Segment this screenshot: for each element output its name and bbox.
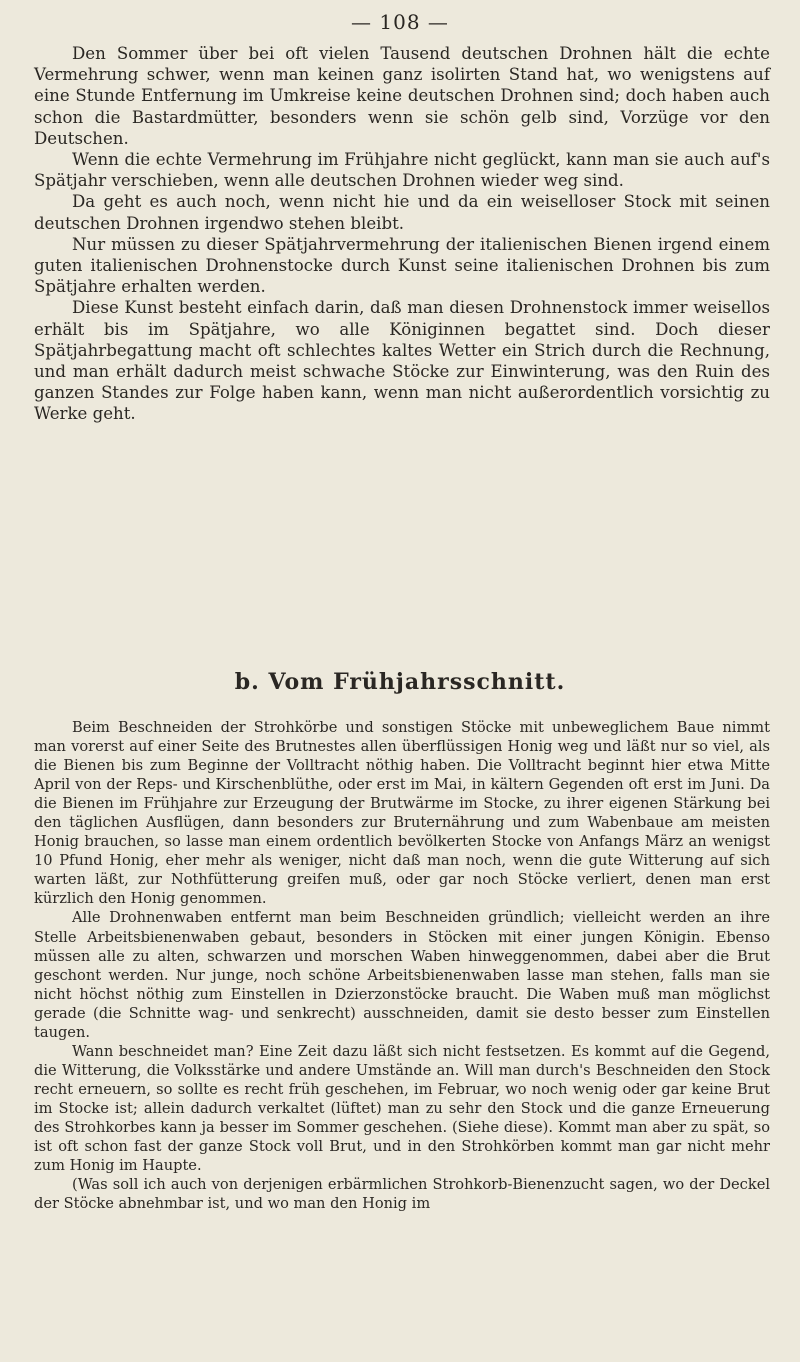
paragraph: Wenn die echte Vermehrung im Frühjahre nicht geglückt, kann man sie auch auf's Spätjahr verschieben, wenn alle deutschen Drohnen wieder weg sind.: [34, 150, 770, 191]
paragraph: Wann beschneidet man? Eine Zeit dazu läßt sich nicht festsetzen. Es kommt auf die Gegend, die Witterung, die Volksstärke und andere Umstände an. Will man durch's Beschneiden den Stock recht erneuern, so sollte es recht früh geschehen, im Februar, wo noch wenig oder gar keine Brut im Stocke ist; allein dadurch verkaltet (lüftet) man zu sehr den Stock und die ganze Erneuerung des Strohkorbes kann ja besser im Sommer geschehen. (Siehe diese). Kommt man aber zu spät, so ist oft schon fast der ganze Stock voll Brut, und in den Strohkörben kommt man gar nicht mehr zum Honig im Haupte.: [34, 1042, 770, 1175]
section-heading: b. Vom Frühjahrsschnitt.: [234, 669, 566, 695]
paragraph: (Was soll ich auch von derjenigen erbärmlichen Strohkorb-Bienenzucht sagen, wo der Deckel der Stöcke abnehmbar ist, und wo man den Honig im: [34, 1176, 770, 1213]
paragraph: Beim Beschneiden der Strohkörbe und sonstigen Stöcke mit unbeweglichem Baue nimmt man vorerst auf einer Seite des Brutnestes allen überflüssigen Honig weg und läßt nur so viel, als die Bienen bis zum Beginne der Volltracht nöthig haben. Die Volltracht beginnt hier etwa Mitte April von der Reps- und Kirschenblüthe, oder erst im Mai, in kältern Gegenden oft erst im Juni. Da die Bienen im Frühjahre zur Erzeugung der Brutwärme im Stocke, zu ihrer eigenen Stärkung bei den täglichen Ausflügen, dann besonders zur Bruternährung und zum Wabenbaue am meisten Honig brauchen, so lasse man einem ordentlich bevölkerten Stocke von Anfangs März an wenigst 10 Pfund Honig, eher mehr als weniger, nicht daß man noch, wenn die gute Witterung auf sich warten läßt, zur Nothfütterung greifen muß, oder gar noch Stöcke verliert, denen man erst kürzlich den Honig genommen.: [34, 719, 770, 908]
section-a-text: [34, 43, 770, 425]
paragraph: Da geht es auch noch, wenn nicht hie und da ein weiselloser Stock mit seinen deutschen Drohnen irgendwo stehen bleibt.: [34, 192, 770, 233]
page-number: — 108 —: [351, 10, 449, 34]
paragraph: Diese Kunst besteht einfach darin, daß man diesen Drohnenstock immer weisellos erhält bis im Spätjahre, wo alle Königinnen begattet sind. Doch dieser Spätjahrbegattung macht oft schlechtes kaltes Wetter ein Strich durch die Rechnung, und man erhält dadurch meist schwache Stöcke zur Einwinterung, was den Ruin des ganzen Standes zur Folge haben kann, wenn man nicht außerordentlich vorsichtig zu Werke geht.: [34, 298, 770, 424]
paragraph: Nur müssen zu dieser Spätjahrvermehrung der italienischen Bienen irgend einem guten italienischen Drohnenstocke durch Kunst seine italienischen Drohnen bis zum Spätjahre erhalten werden.: [34, 234, 770, 297]
section-b-text: [34, 718, 770, 1213]
paragraph: Alle Drohnenwaben entfernt man beim Beschneiden gründlich; vielleicht werden an ihre Stelle Arbeitsbienenwaben gebaut, besonders in Stöcken mit einer jungen Königin. Ebenso müssen alle zu alten, schwarzen und morschen Waben hinweggenommen, dabei aber die Brut geschont werden. Nur junge, noch schöne Arbeitsbienenwaben lasse man stehen, falls man sie nicht höchst nöthig zum Einstellen in Dzierzonstöcke braucht. Die Waben muß man möglichst gerade (die Schnitte wag- und senkrecht) ausschneiden, damit sie desto besser zum Einstellen taugen.: [34, 909, 770, 1041]
paragraph: Den Sommer über bei oft vielen Tausend deutschen Drohnen hält die echte Vermehrung schwer, wenn man keinen ganz isolirten Stand hat, wo wenigstens auf eine Stunde Entfernung im Umkreise keine deutschen Drohnen sind; doch haben auch schon die Bastardmütter, besonders wenn sie schön gelb sind, Vorzüge vor den Deutschen.: [34, 44, 770, 148]
